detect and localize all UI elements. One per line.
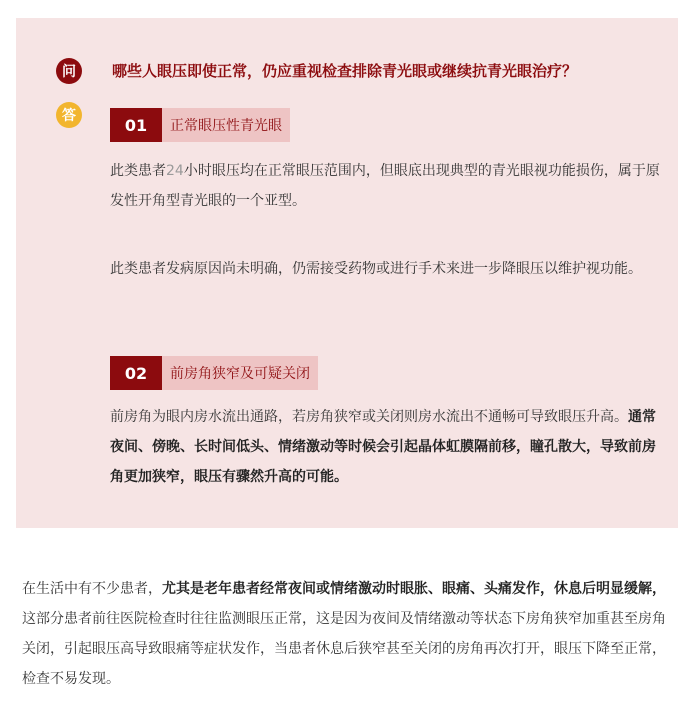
question-icon: 问 (56, 58, 82, 84)
text-segment: 前房角为眼内房水流出通路，若房角狭窄或关闭则房水流出不通畅可导致眼压升高。 (110, 409, 628, 425)
text-bold: 尤其是老年患者经常夜间或情绪激动时眼胀、眼痛、头痛发作，休息后明显缓解， (162, 581, 666, 597)
text-segment: 此类患者 (110, 163, 166, 179)
text-segment: 在生活中有不少患者， (22, 581, 162, 597)
section-header-02 (110, 356, 318, 390)
section-number: 02 (110, 356, 162, 390)
section-02-paragraph (110, 402, 662, 492)
qa-card (16, 18, 678, 528)
text-bold: 通常夜间、傍晚、长时间低头、情绪激动等时候会引起晶体虹膜隔前移，瞳孔散大，导致前房角更加狭窄，眼压有骤然升高的可能。 (110, 409, 656, 485)
section-01-paragraph-1 (110, 156, 662, 216)
section-title: 正常眼压性青光眼 (162, 108, 290, 142)
bottom-paragraph (22, 574, 672, 694)
section-header-01 (110, 108, 290, 142)
section-number: 01 (110, 108, 162, 142)
section-title: 前房角狭窄及可疑关闭 (162, 356, 318, 390)
answer-icon: 答 (56, 102, 82, 128)
section-01-paragraph-2: 此类患者发病原因尚未明确，仍需接受药物或进行手术来进一步降眼压以维护视功能。 (110, 261, 642, 277)
text-segment: 小时眼压均在正常眼压范围内，但眼底出现典型的青光眼视功能损伤，属于原发性开角型青光眼的一个亚型。 (110, 163, 660, 209)
text-number: 24 (166, 163, 184, 179)
text-segment: 这部分患者前往医院检查时往往监测眼压正常，这是因为夜间及情绪激动等状态下房角狭窄加重甚至房角关闭，引起眼压高导致眼痛等症状发作，当患者休息后狭窄甚至关闭的房角再次打开，眼压下降至正常，检查不易发现。 (22, 611, 666, 687)
question-text: 哪些人眼压即使正常，仍应重视检查排除青光眼或继续抗青光眼治疗？ (112, 62, 578, 80)
